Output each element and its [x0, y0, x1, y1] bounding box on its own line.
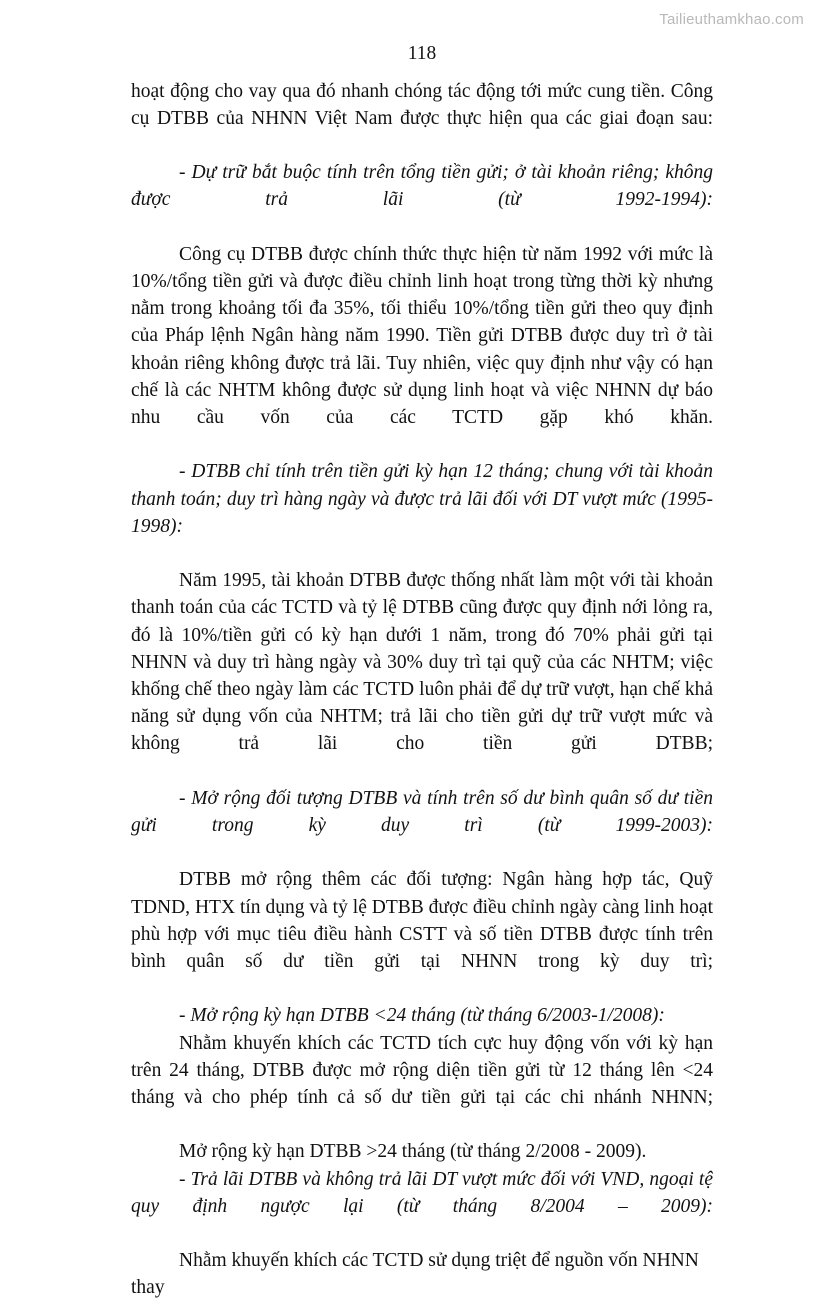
paragraph-2008: Mở rộng kỳ hạn DTBB >24 tháng (từ tháng 2/2008 - 2009).	[179, 1141, 647, 1163]
paragraph-2004: Nhằm khuyến khích các TCTD sử dụng triệt để nguồn vốn NHNN thay	[131, 1250, 699, 1299]
paragraph-1992: Công cụ DTBB được chính thức thực hiện từ năm 1992 với mức là 10%/tổng tiền gửi và được điều chỉnh linh hoạt trong từng thời kỳ nhưng nằm trong khoảng tối đa 35%, tối thiểu 10%/tổng tiền gửi theo quy định của Pháp lệnh Ngân hàng năm 1990. Tiền gửi DTBB được duy trì ở tài khoản riêng không được trả lãi. Tuy nhiên, việc quy định như vậy có hạn chế là các NHTM không được sử dụng linh hoạt và việc NHNN dự báo nhu cầu vốn của các TCTD gặp khó khăn.	[131, 243, 713, 428]
heading-2003-2008: - Mở rộng kỳ hạn DTBB <24 tháng (từ tháng 6/2003-1/2008):	[179, 1005, 665, 1027]
document-body	[131, 78, 713, 1302]
document-page	[131, 0, 713, 1302]
paragraph-1999: DTBB mở rộng thêm các đối tượng: Ngân hàng hợp tác, Quỹ TDND, HTX tín dụng và tỷ lệ DTBB được điều chỉnh ngày càng linh hoạt phù hợp với mục tiêu điều hành CSTT và số tiền DTBB được tính trên bình quân số dư tiền gửi tại NHNN trong kỳ duy trì;	[131, 869, 713, 972]
paragraph-1995: Năm 1995, tài khoản DTBB được thống nhất làm một với tài khoản thanh toán của các TCTD và tỷ lệ DTBB cũng được quy định nới lỏng ra, đó là 10%/tiền gửi có kỳ hạn dưới 1 năm, trong đó 70% phải gửi tại NHNN và duy trì hàng ngày và 30% duy trì tại quỹ của các NHTM; việc khống chế theo ngày làm các TCTD luôn phải để dự trữ vượt, hạn chế khả năng sử dụng vốn của NHTM; trả lãi cho tiền gửi dự trữ vượt mức và không trả lãi cho tiền gửi DTBB;	[131, 570, 713, 755]
heading-1992-1994: - Dự trữ bắt buộc tính trên tổng tiền gửi; ở tài khoản riêng; không được trả lãi (từ 1992-1994):	[131, 162, 713, 211]
paragraph-2003: Nhằm khuyến khích các TCTD tích cực huy động vốn với kỳ hạn trên 24 tháng, DTBB được mở rộng diện tiền gửi từ 12 tháng lên <24 tháng và cho phép tính cả số dư tiền gửi tại các chi nhánh NHNN;	[131, 1032, 713, 1109]
page-number: 118	[407, 43, 437, 64]
heading-2004-2009: - Trả lãi DTBB và không trả lãi DT vượt mức đối với VND, ngoại tệ quy định ngược lại (từ tháng 8/2004 – 2009):	[131, 1168, 713, 1217]
paragraph-continuation: hoạt động cho vay qua đó nhanh chóng tác động tới mức cung tiền. Công cụ DTBB của NHNN Việt Nam được thực hiện qua các giai đoạn sau:	[131, 80, 713, 129]
heading-1999-2003: - Mở rộng đối tượng DTBB và tính trên số dư bình quân số dư tiền gửi trong kỳ duy trì (từ 1999-2003):	[131, 787, 713, 836]
watermark: Tailieuthamkhao.com	[659, 11, 804, 28]
heading-1995-1998: - DTBB chỉ tính trên tiền gửi kỳ hạn 12 tháng; chung với tài khoản thanh toán; duy trì hàng ngày và được trả lãi đối với DT vượt mức (1995-1998):	[131, 461, 713, 537]
